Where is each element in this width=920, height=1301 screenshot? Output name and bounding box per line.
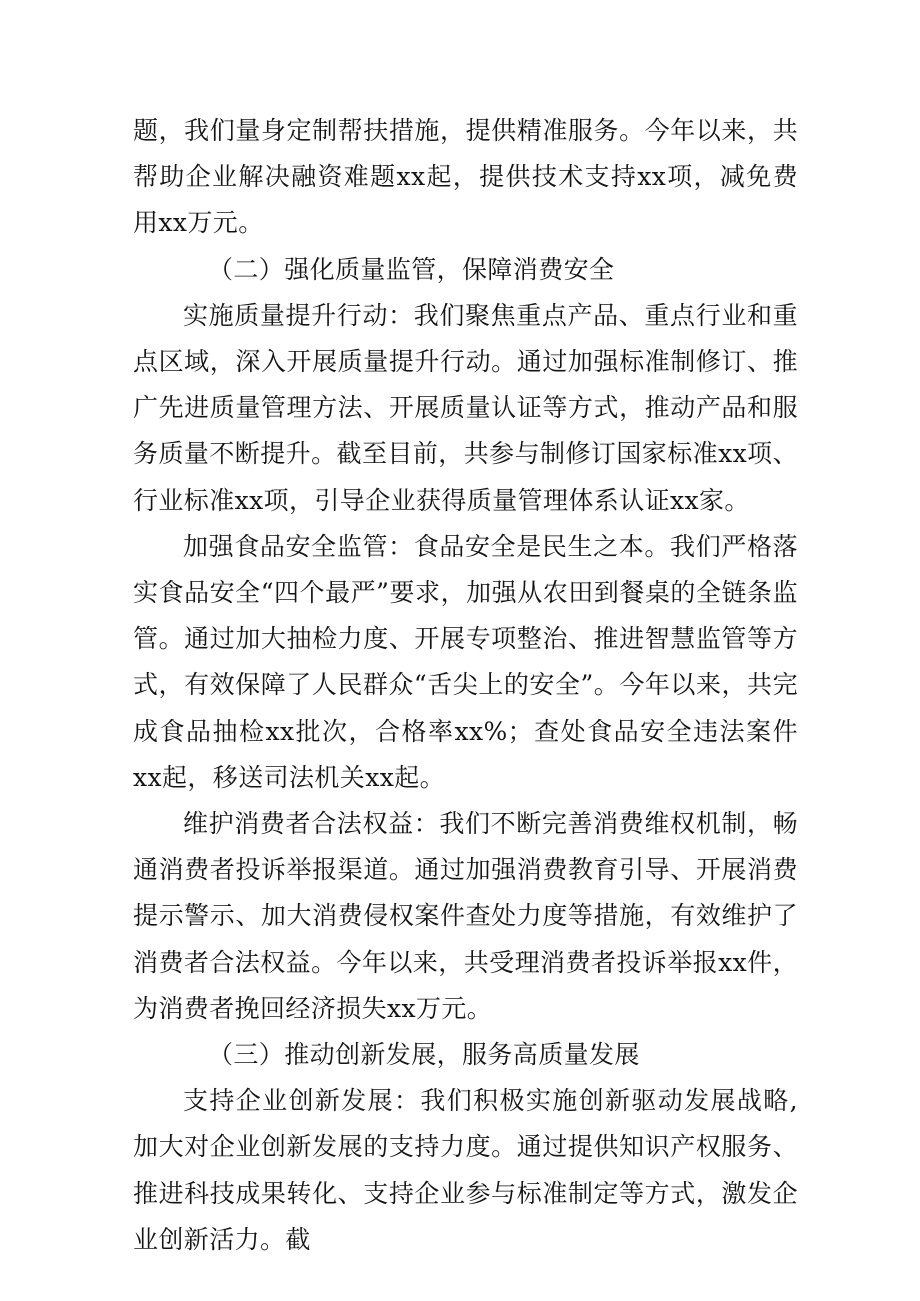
section-heading-quality-supervision: （二）强化质量监管，保障消费安全: [208, 254, 615, 284]
paragraph-food-safety: 加强食品安全监管：食品安全是民生之本。我们严格落实食品安全“四个最严”要求，加强从农田到餐桌的全链条监管。通过加大抽检力度、开展专项整治、推进智慧监管等方式，有效保障了人民群众“舌尖上的安全”。今年以来，共完成食品抽检xx批次，合格率xx%；查处食品安全违法案件xx起，移送司法机关xx起。: [133, 531, 798, 792]
continuation-paragraph: 题，我们量身定制帮扶措施，提供精准服务。今年以来，共帮助企业解决融资难题xx起，提供技术支持xx项，减免费用xx万元。: [133, 116, 798, 238]
paragraph-enterprise-innovation: 支持企业创新发展：我们积极实施创新驱动发展战略,加大对企业创新发展的支持力度。通过提供知识产权服务、推进科技成果转化、支持企业参与标准制定等方式，激发企业创新活力。截: [133, 1086, 798, 1254]
section-heading-innovation: （三）推动创新发展，服务高质量发展: [208, 1040, 640, 1070]
paragraph-consumer-rights: 维护消费者合法权益：我们不断完善消费维权机制，畅通消费者投诉举报渠道。通过加强消费教育引导、开展消费提示警示、加大消费侵权案件查处力度等措施，有效维护了消费者合法权益。今年以来，共受理消费者投诉举报xx件，为消费者挽回经济损失xx万元。: [133, 809, 798, 1023]
paragraph-quality-improvement: 实施质量提升行动：我们聚焦重点产品、重点行业和重点区域，深入开展质量提升行动。通过加强标准制修订、推广先进质量管理方法、开展质量认证等方式，推动产品和服务质量不断提升。截至目前，共参与制修订国家标准xx项、行业标准xx项，引导企业获得质量管理体系认证xx家。: [133, 300, 798, 515]
document-body: [133, 108, 798, 1263]
